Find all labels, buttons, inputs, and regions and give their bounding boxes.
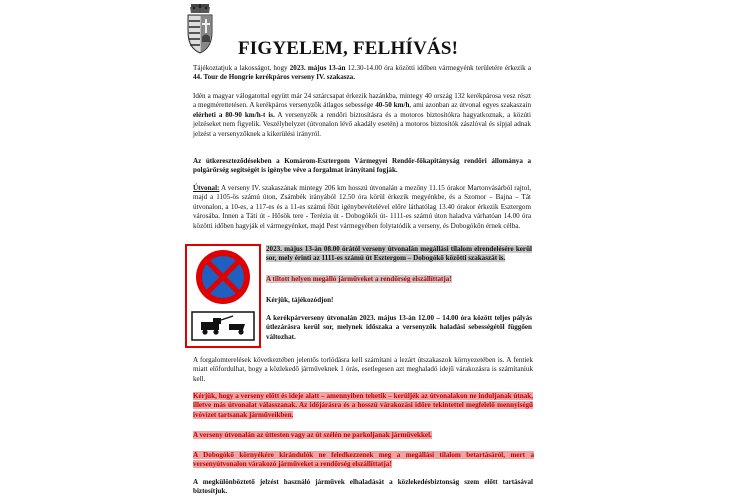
congestion-notice: A forgalomterelések következtében jelentős torlódásra kell számítani a lezárt útszakaszok környezetében is. A fentiek miatt előfordulhat, hogy a közlekedő járműveknek 1 órás, esetlegesen azt meghaladó idejű várakozásra is számítaniuk kell.: [193, 356, 533, 383]
traffic-sign-panel: [185, 244, 261, 348]
tow-warning: A tiltott helyen megálló járműveket a rendőrség elszállíttatja!: [266, 275, 452, 283]
sign-graphics: [187, 246, 259, 346]
page-title: FIGYELEM, FELHÍVÁS!: [238, 38, 459, 59]
no-parking-notice: A verseny útvonalán az úttesten vagy az út szélén ne parkoljanak járművekkel.: [193, 431, 432, 439]
dobogoko-notice: A Dobogókő környékére kirándulók ne feledkezzenek meg a megállási tilalom betartásáról, mert a versenyútvonalon várakozó járműveket a rendőrség elszállíttatja!: [193, 451, 534, 469]
police-paragraph: Az útkereszteződésekben a Komárom-Esztergom Vármegyei Rendőr-főkapitányság rendőri állománya a polgárőrség segítségét is igénybe véve a forgalmat irányítani fogják.: [193, 157, 531, 175]
coat-of-arms-icon: [185, 4, 215, 54]
full-closure-notice: A kerékpárverseny útvonalán 2023. május 13-án 12.00 – 14.00 óra között teljes pályás útlezárásra kerül sor, melynek időszaka a versenyzők haladási sebességétől függően változhat.: [266, 314, 532, 341]
intro-paragraph-1: Tájékoztatjuk a lakosságot, hogy 2023. május 13-án 12.30-14.00 óra közötti időben vármegyénk területére érkezik a 44. Tour de Hongrie kerékpáros verseny IV. szakasza.: [193, 64, 531, 82]
intro-paragraph-2: Idén a magyar válogatottal együtt már 24 sztárcsapat érkezik hazánkba, mintegy 40 ország 132 kerékpárosa vesz részt a megmérettetésen. A kerékpáros versenyzők átlagos sebessége 40-50 km/h, ami azonban az útvonal egyes szakaszain elérheti a 80-90 km/h-t is. A versenyzők a rendőri biztosításra és a motoros biztosítókra hagyatkoznak, a közúti jelzéseket nem figyelik. Veszélyhelyzet (útvonalon lévő akadály esetén) a motoros biztosítók zászlóval és sípjal adnak jelzést a versenyzőknek a kikerülési irányról.: [193, 92, 531, 138]
stopping-ban-notice: 2023. május 13-án 08.00 órától verseny útvonalán megállási tilalom elrendelésére kerül sor, mely érinti az 1111-es számú út Esztergom – Dobogókő közötti szakaszát is.: [266, 245, 532, 263]
emergency-vehicle-notice: A megkülönböztető jelzést használó járművek elhaladását a közlekedésbiztonság szem előtt tartásával biztosítjuk.: [193, 478, 533, 496]
route-label: Útvonal:: [193, 184, 220, 192]
avoid-route-notice: Kérjük, hogy a verseny előtt és ideje alatt – amennyiben tehetik – kerüljék az útvonalakon ne induljanak útnak, illetve más útvonalat válasszanak. Az időjárásra és a hosszú várakozási időre tekintettel megfelelő mennyiségű ivóvízet tartsanak járműveikben.: [193, 392, 533, 419]
please-inform-text: Kérjük, tájékozódjon!: [266, 296, 334, 304]
route-paragraph: Útvonal: A verseny IV. szakaszának mintegy 206 km hosszú útvonalán a mezőny 11.15 órakor Martonvásárból rajtol, majd a 1105-ös számú úton, Zsámbék irányából 12.50 óra körül érkezik megyénkbe, és a Szomor – Bajna – Tát útvonalon, a 10-es, a 117-es és a 11-es számú főút igénybevételével előre láthatólag 13.40 órakor érkezik Esztergom városába. Innen a Táti út - Hősök tere - Terézia út - Dobogókői út- 1111-es számú úton haladva várhatóan 14.00 óra közötti időben hagyják el vármegyénket, majd Pest vármegyében folytatódik a verseny, és Dobogókőn érnek célba.: [193, 184, 531, 230]
